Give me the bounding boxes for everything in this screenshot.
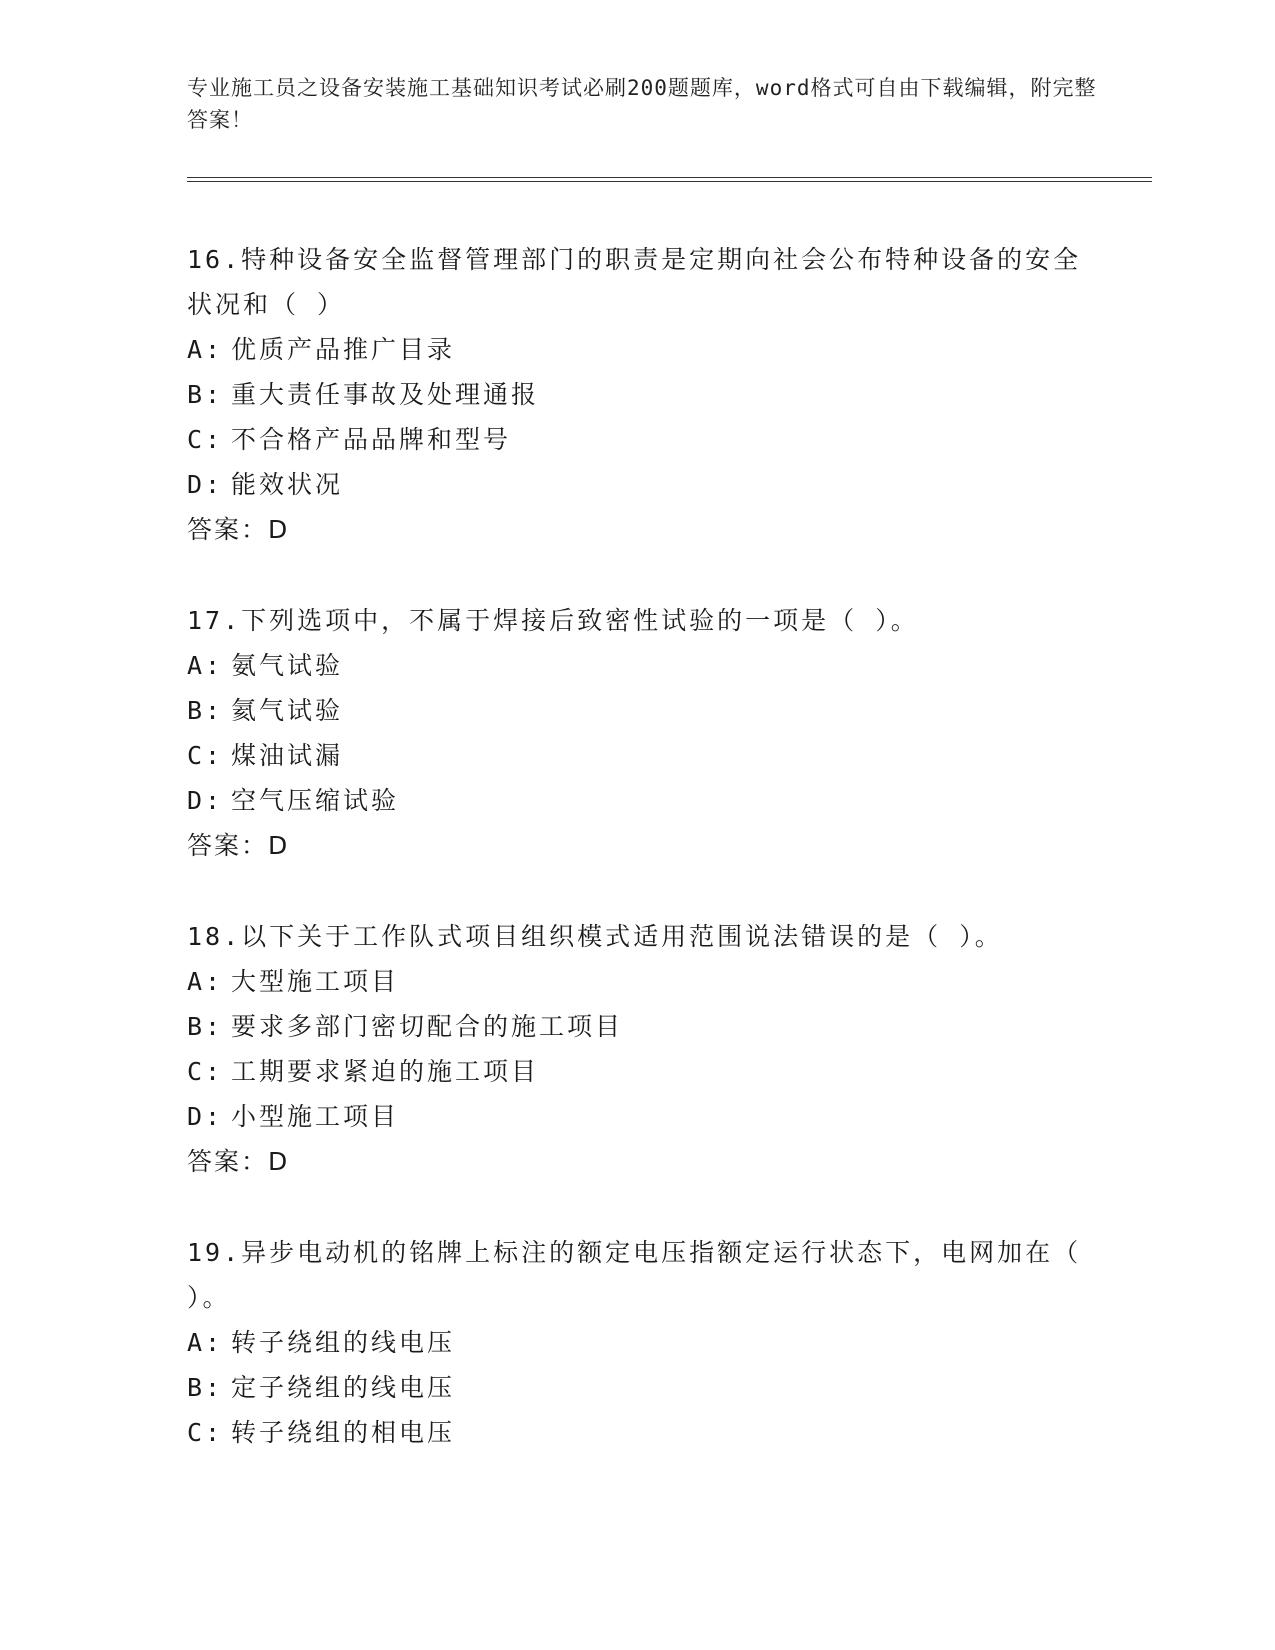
option-b <box>187 372 1087 417</box>
document-header: 专业施工员之设备安装施工基础知识考试必刷200题题库，word格式可自由下载编辑，附完整答案！ <box>187 76 1097 132</box>
option-text: 能效状况 <box>231 470 344 499</box>
question-16 <box>187 237 1087 552</box>
option-text: 重大责任事故及处理通报 <box>231 380 540 409</box>
answer-line: 答案：D <box>187 831 290 860</box>
question-19 <box>187 1230 1087 1455</box>
option-a <box>187 643 1087 688</box>
option-letter: B: <box>187 696 224 725</box>
option-letter: B: <box>187 1012 224 1041</box>
option-letter: D: <box>187 470 224 499</box>
option-letter: C: <box>187 425 224 454</box>
question-title: 17.下列选项中，不属于焊接后致密性试验的一项是（ ）。 <box>187 606 919 635</box>
option-c <box>187 417 1087 462</box>
question-title: 19.异步电动机的铭牌上标注的额定电压指额定运行状态下，电网加在（ ）。 <box>187 1238 1082 1312</box>
option-a <box>187 327 1087 372</box>
option-text: 氦气试验 <box>231 696 344 725</box>
option-b <box>187 1365 1087 1410</box>
header-double-rule <box>187 177 1152 182</box>
option-text: 转子绕组的相电压 <box>231 1418 456 1447</box>
option-text: 要求多部门密切配合的施工项目 <box>231 1012 624 1041</box>
option-letter: C: <box>187 741 224 770</box>
question-18 <box>187 914 1087 1184</box>
answer-line: 答案：D <box>187 1147 290 1176</box>
question-title: 16.特种设备安全监督管理部门的职责是定期向社会公布特种设备的安全状况和（ ） <box>187 245 1082 319</box>
option-d <box>187 1094 1087 1139</box>
option-b <box>187 1004 1087 1049</box>
option-text: 定子绕组的线电压 <box>231 1373 456 1402</box>
option-text: 煤油试漏 <box>231 741 344 770</box>
option-letter: A: <box>187 967 224 996</box>
option-d <box>187 462 1087 507</box>
option-letter: C: <box>187 1057 224 1086</box>
option-a <box>187 1320 1087 1365</box>
option-text: 工期要求紧迫的施工项目 <box>231 1057 540 1086</box>
option-text: 小型施工项目 <box>231 1102 400 1131</box>
option-b <box>187 688 1087 733</box>
option-letter: A: <box>187 335 224 364</box>
answer-line: 答案：D <box>187 515 290 544</box>
option-c <box>187 1410 1087 1455</box>
option-letter: D: <box>187 1102 224 1131</box>
option-letter: B: <box>187 380 224 409</box>
option-letter: B: <box>187 1373 224 1402</box>
option-letter: A: <box>187 1328 224 1357</box>
option-text: 氨气试验 <box>231 651 344 680</box>
option-c <box>187 733 1087 778</box>
question-title: 18.以下关于工作队式项目组织模式适用范围说法错误的是（ ）。 <box>187 922 1003 951</box>
option-text: 转子绕组的线电压 <box>231 1328 456 1357</box>
option-text: 不合格产品品牌和型号 <box>231 425 512 454</box>
option-letter: C: <box>187 1418 224 1447</box>
option-letter: D: <box>187 786 224 815</box>
option-a <box>187 959 1087 1004</box>
question-list <box>187 237 1087 1501</box>
option-text: 优质产品推广目录 <box>231 335 456 364</box>
option-c <box>187 1049 1087 1094</box>
option-letter: A: <box>187 651 224 680</box>
option-text: 空气压缩试验 <box>231 786 400 815</box>
option-text: 大型施工项目 <box>231 967 400 996</box>
question-17 <box>187 598 1087 868</box>
option-d <box>187 778 1087 823</box>
